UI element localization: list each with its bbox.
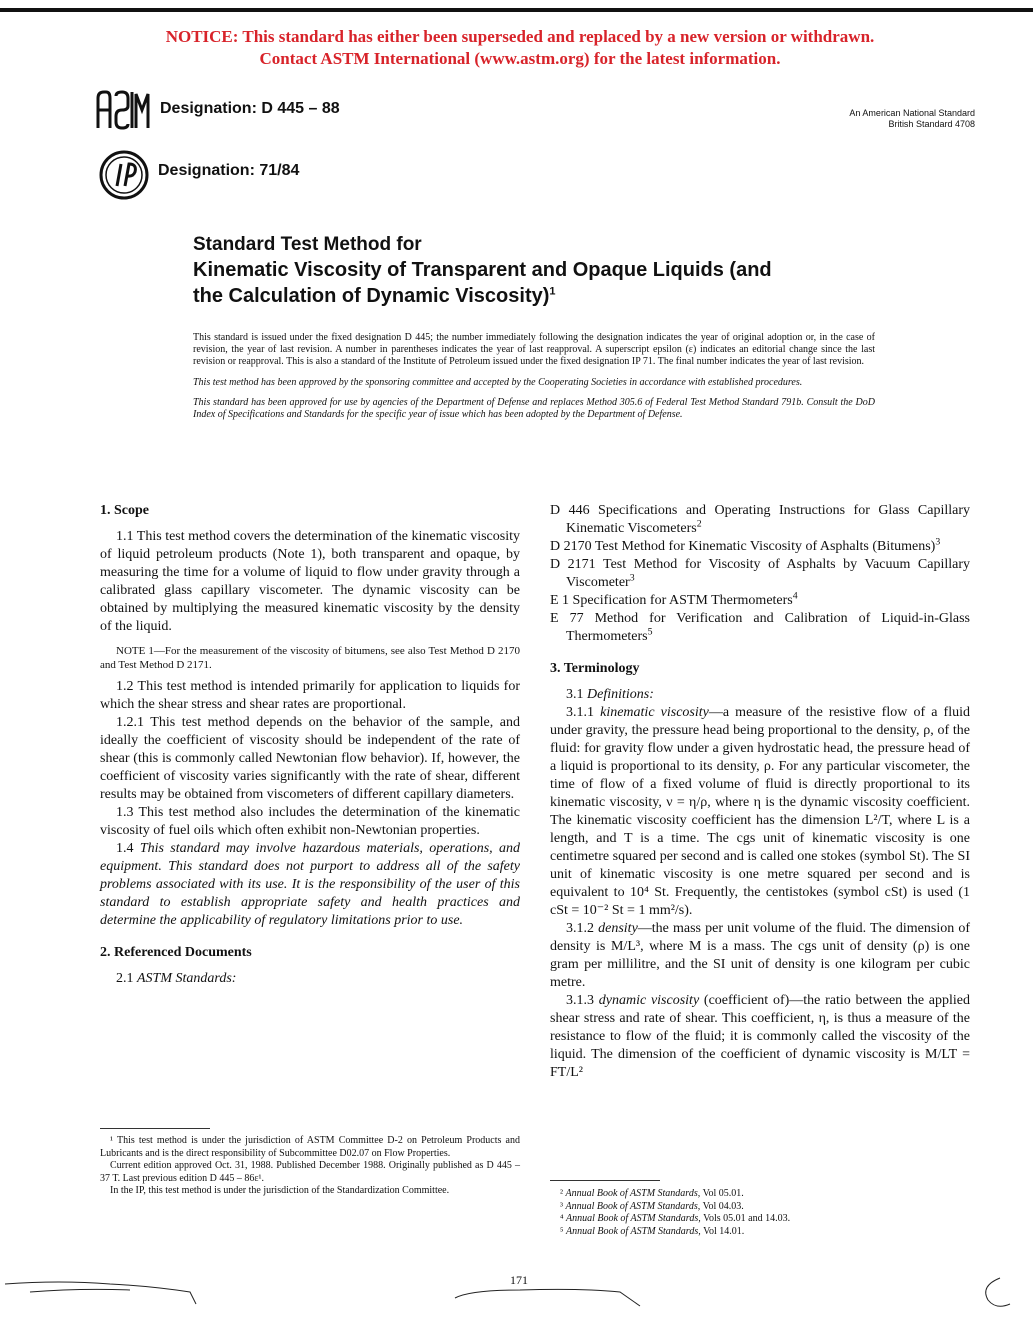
footnote-vol: Vol 05.01. — [702, 1188, 744, 1199]
scope-1-3: 1.3 This test method also includes the determination of the kinematic viscosity of fuel oils which often exhibit non-Newtonian properties. — [100, 805, 520, 838]
preamble-issuance: This standard is issued under the fixed designation D 445; the number immediately following the designation indicates the year of original adoption or, in the case of revision, the year of last revision. A number in parentheses indicates the year of last reapproval. A superscript epsilon (ε) indicates an editorial change since the last revision or reapproval. This is also a standard of the Institute of Petroleum issued under the fixed designation IP 71. The final number indicates the year of last revision. — [193, 332, 875, 368]
reference-item — [550, 502, 970, 538]
footnote-item — [550, 1226, 970, 1239]
referenced-2-1-num: 2.1 — [116, 971, 134, 986]
footnote-ref: Annual Book of ASTM Standards, — [566, 1213, 701, 1224]
footnote-vol: Vol 14.01. — [703, 1225, 745, 1237]
scope-1-4-num: 1.4 — [116, 841, 134, 856]
scope-1-2: 1.2 This test method is intended primarily for application to liquids for which the shear stress and shear rates are proportional. — [100, 679, 520, 712]
term-density: density — [598, 921, 638, 936]
term-dynamic-viscosity: dynamic viscosity — [598, 993, 700, 1008]
footnote-rule-left — [100, 1128, 210, 1129]
term-num: 3.1.2 — [566, 921, 594, 936]
reference-item — [550, 592, 970, 610]
footnotes-right — [550, 1188, 970, 1238]
preamble-approval: This test method has been approved by the sponsoring committee and accepted by the Cooperating Societies in accordance with established procedures. — [193, 376, 803, 388]
terminology-3-1 — [550, 686, 970, 704]
footnote-ref: Annual Book of ASTM Standards, — [565, 1200, 701, 1212]
reference-footnote-mark: 4 — [792, 590, 798, 602]
reference-text: D 2170 Test Method for Kinematic Viscosity of Asphalts (Bitumens) — [550, 539, 936, 554]
reference-list — [550, 502, 970, 646]
terminology-heading: 3. Terminology — [550, 661, 640, 676]
terminology-3-1-3 — [550, 992, 970, 1082]
title-line-3-text: the Calculation of Dynamic Viscosity) — [193, 285, 550, 307]
referenced-heading: 2. Referenced Documents — [100, 945, 252, 960]
terminology-3-1-1 — [550, 704, 970, 920]
footnote-1: ¹ This test method is under the jurisdiction of ASTM Committee D-2 on Petroleum Products and Lubricants and is the direct responsibility of Subcommittee D02.07 on Flow Properties. — [100, 1135, 520, 1159]
footnote-1-edition: Current edition approved Oct. 31, 1988. Published December 1988. Originally published as D 445 – 37 T. Last previous edition D 445 – 86ε¹. — [100, 1160, 520, 1184]
term-num: 3.1.3 — [566, 993, 594, 1008]
footnote-rule-right — [550, 1180, 660, 1181]
footnote-mark: ⁴ — [560, 1213, 564, 1224]
scope-1-2-1: 1.2.1 This test method depends on the behavior of the sample, and ideally the coefficient of viscosity should be independent of the rate of shear (this is commonly called Newtonian flow behavior). If, however, the coefficient of viscosity varies significantly with the rate of shear, different results may be obtained from viscometers of different capillary diameters. — [100, 715, 520, 802]
notice-line-1: NOTICE: This standard has either been superseded and replaced by a new version or withdrawn. — [165, 27, 875, 46]
reference-footnote-mark: 2 — [696, 518, 702, 530]
referenced-2-1 — [100, 970, 520, 988]
footnote-item — [550, 1213, 970, 1226]
title-line-1: Standard Test Method for — [193, 234, 422, 255]
preamble — [193, 332, 875, 429]
notice-line-2: Contact ASTM International (www.astm.org) for the latest information. — [259, 49, 781, 68]
footnote-item — [550, 1188, 970, 1201]
national-standard-note — [849, 108, 975, 130]
page-number: 171 — [510, 1273, 528, 1287]
footnote-vol: Vol 04.03. — [702, 1200, 744, 1212]
reference-footnote-mark: 3 — [935, 536, 941, 548]
right-column — [550, 502, 970, 1082]
term-num: 3.1.1 — [566, 705, 594, 720]
title-footnote-mark: 1 — [549, 285, 556, 298]
referenced-2-1-text: ASTM Standards: — [137, 971, 237, 986]
preamble-dod: This standard has been approved for use by agencies of the Department of Defense and replaces Method 305.6 of Federal Test Method Standard 791b. Consult the DoD Index of Specifications and Standards for the specific year of issue which has been adopted by the Department of Defense. — [193, 396, 875, 421]
reference-text: D 2171 Test Method for Viscosity of Asphalts by Vacuum Capillary Viscometer — [550, 557, 970, 590]
term-definition: —the mass per unit volume of the fluid. The dimension of density is M/L³, where M is a mass. The cgs unit of density (ρ) is one gram per millilitre, and the SI unit of density is one kilogram per cubic metre. — [550, 921, 970, 990]
ip-logo-icon — [99, 150, 149, 200]
footnote-mark: ³ — [560, 1200, 563, 1212]
standard-line-1: An American National Standard — [849, 108, 975, 118]
footnote-ref: Annual Book of ASTM Standards, — [565, 1188, 701, 1199]
term-kinematic-viscosity: kinematic viscosity — [600, 705, 709, 720]
footnote-item — [550, 1201, 970, 1214]
title-line-2: Kinematic Viscosity of Transparent and Opaque Liquids (and — [193, 259, 772, 281]
astm-designation: Designation: D 445 – 88 — [160, 100, 340, 117]
reference-text: D 446 Specifications and Operating Instructions for Glass Capillary Kinematic Viscometers — [550, 503, 970, 536]
scope-1-4 — [100, 840, 520, 930]
terminology-3-1-2 — [550, 920, 970, 992]
document-title — [193, 233, 893, 309]
astm-logo-icon — [94, 88, 150, 132]
footnotes-left — [100, 1135, 520, 1198]
reference-footnote-mark: 3 — [629, 572, 635, 584]
scan-scribble-marks — [0, 1270, 1033, 1327]
title-line-3 — [193, 283, 893, 309]
reference-text: E 77 Method for Verification and Calibration of Liquid-in-Glass Thermometers — [550, 611, 970, 644]
terminology-3-1-text: Definitions: — [587, 687, 654, 702]
scope-heading: 1. Scope — [100, 503, 149, 518]
reference-item — [550, 538, 970, 556]
footnote-mark: ⁵ — [560, 1225, 564, 1237]
footnote-mark: ² — [560, 1188, 563, 1199]
footnote-1-ip: In the IP, this test method is under the jurisdiction of the Standardization Committee. — [110, 1185, 450, 1196]
reference-item — [550, 556, 970, 592]
footnote-ref: Annual Book of ASTM Standards, — [566, 1225, 701, 1237]
reference-item — [550, 610, 970, 646]
ip-designation: Designation: 71/84 — [158, 162, 300, 179]
terminology-3-1-num: 3.1 — [566, 687, 584, 702]
reference-text: E 1 Specification for ASTM Thermometers — [550, 593, 793, 608]
term-definition: (coefficient of)—the ratio between the applied shear stress and rate of shear. This coefficient, η, is thus a measure of the resistance to flow of the fluid; it is commonly called the viscosity of the liquid. The dimension of the coefficient of dynamic viscosity is M/LT = FT/L² — [550, 993, 971, 1080]
scope-1-4-text: This standard may involve hazardous materials, operations, and equipment. This standard does not purport to address all of the safety problems associated with its use. It is the responsibility of the user of this standard to establish appropriate safety and health practices and determine the applicability of regulatory limitations prior to use. — [100, 841, 520, 928]
standard-line-2: British Standard 4708 — [888, 119, 975, 129]
footnote-vol: Vols 05.01 and 14.03. — [703, 1213, 791, 1224]
left-column — [100, 502, 520, 988]
top-border — [0, 8, 1033, 12]
scope-1-1: 1.1 This test method covers the determination of the kinematic viscosity of liquid petroleum products (Note 1), both transparent and opaque, by measuring the time for a volume of liquid to flow under gravity through a calibrated glass capillary viscometer. The dynamic viscosity can be obtained by multiplying the measured kinematic viscosity by the density of the liquid. — [100, 529, 520, 634]
reference-footnote-mark: 5 — [647, 626, 653, 638]
withdrawal-notice — [60, 26, 980, 70]
note-1: NOTE 1—For the measurement of the viscosity of bitumens, see also Test Method D 2170 and Test Method D 2171. — [100, 645, 520, 671]
term-definition: —a measure of the resistive flow of a fluid under gravity, the pressure head being proportional to the density, ρ, of the fluid: for gravity flow under a given hydrostatic head, the pressure head of a liquid is proportional to its density, ρ. For any particular viscometer, the time of flow of a fixed volume of fluid is directly proportional to its kinematic viscosity, ν = η/ρ, where η is the dynamic viscosity coefficient. The kinematic viscosity coefficient has the dimension L²/T, where L is a length, and T is a time. The cgs unit of kinematic viscosity is one centimetre squared per second and is called one stokes (symbol St). The SI unit of kinematic viscosity is one metre squared per second and is equivalent to 10⁴ St. Frequently, the centistokes (symbol cSt) is used (1 cSt = 10⁻² St = 1 mm²/s). — [550, 705, 970, 918]
